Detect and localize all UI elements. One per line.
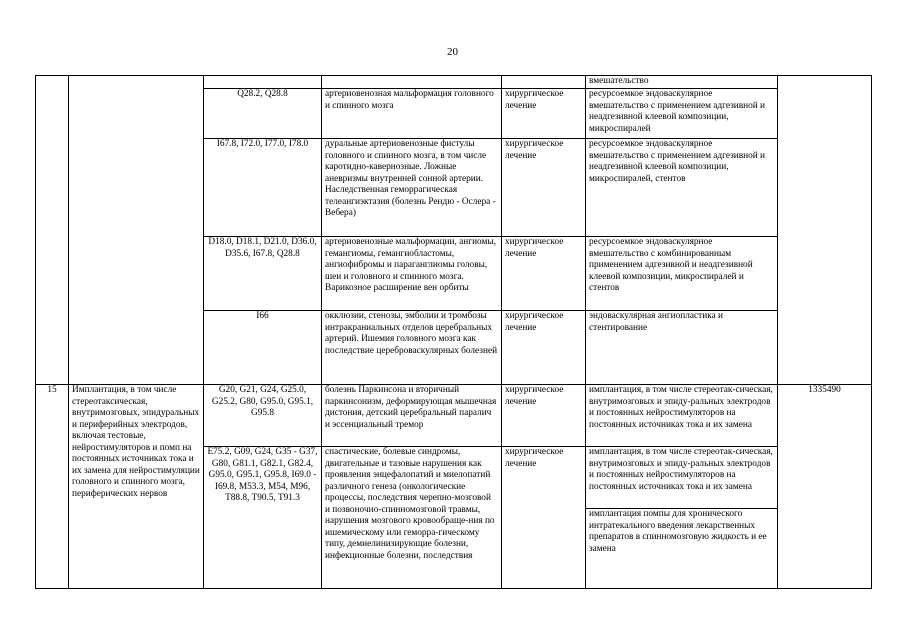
treatment-cell: хирургическое лечение (502, 139, 586, 237)
price-cell-empty (778, 76, 872, 385)
method-cell: ресурсоемкое эндоваскулярное вмешательство с применением адгезивной и неадгезивной клеевой композиции, микроспиралей (586, 89, 778, 139)
method-cell: имплантация, в том числе стереотак-сическая, внутримозговых и эпиду-ральных электродов и постоянных нейростимуляторов на постоянных источниках тока и их замена (586, 447, 778, 509)
table-row-15 (36, 385, 872, 447)
diagnosis-cell (322, 76, 502, 89)
codes-cell: D18.0, D18.1, D21.0, D36.0, D35.6, I67.8, Q28.8 (204, 237, 322, 311)
row-number: 15 (36, 385, 69, 589)
diagnosis-cell: болезнь Паркинсона и вторичный паркинсонизм, деформирующая мышечная дистония, детский церебральный паралич и эссенциальный тремор (322, 385, 502, 447)
treatment-cell: хирургическое лечение (502, 447, 586, 589)
treatment-cell (502, 76, 586, 89)
procedures-table (35, 75, 872, 589)
codes-cell: I66 (204, 311, 322, 385)
codes-cell: G20, G21, G24, G25.0, G25.2, G80, G95.0, G95.1, G95.8 (204, 385, 322, 447)
diagnosis-cell: окклюзии, стенозы, эмболии и тромбозы интракраниальных отделов церебральных артерий. Ишемия головного мозга как последствие цереброваскулярных болезней (322, 311, 502, 385)
method-cell: ресурсоемкое эндоваскулярное вмешательство с комбинированным применением адгезивной и неадгезивной клеевой композиции, микроспиралей и стентов (586, 237, 778, 311)
price-cell: 1335490 (778, 385, 872, 589)
procedure-name: Имплантация, в том числе стереотаксическая, внутримозговых, эпидуральных и периферийных электродов, включая тестовые, нейростимуляторов и помп на постоянных источниках тока и их замена для нейростимуляции головного и спинного мозга, периферических нервов (69, 385, 204, 589)
codes-cell: I67.8, I72.0, I77.0, I78.0 (204, 139, 322, 237)
codes-cell: Q28.2, Q28.8 (204, 89, 322, 139)
diagnosis-cell: артериовенозная мальформация головного и спинного мозга (322, 89, 502, 139)
method-cell: имплантация помпы для хронического интратекального введения лекарственных препаратов в спинномозговую жидкость и ее замена (586, 509, 778, 589)
diagnosis-cell: дуральные артериовенозные фистулы головного и спинного мозга, в том числе каротидно-кавернозные. Ложные аневризмы внутренней сонной артерии. Наследственная геморрагическая телеангиэктазия (болезнь Рендю - Ослера - Вебера) (322, 139, 502, 237)
treatment-cell: хирургическое лечение (502, 385, 586, 447)
name-cell-empty (69, 76, 204, 385)
diagnosis-cell: спастические, болевые синдромы, двигательные и тазовые нарушения как проявления энцефалопатий и миелопатий различного генеза (онкологические процессы, последствия черепно-мозговой и позвоночно-спинномозговой травмы, нарушения мозгового кровообраще-ния по ишемическому или геморра-гическому типу, демиелинизирующие болезни, инфекционные болезни, последствия (322, 447, 502, 589)
number-cell-empty (36, 76, 69, 385)
treatment-cell: хирургическое лечение (502, 311, 586, 385)
table-row (36, 76, 872, 89)
page-number: 20 (447, 46, 458, 58)
treatment-cell: хирургическое лечение (502, 237, 586, 311)
method-cell: ресурсоемкое эндоваскулярное вмешательство с применением адгезивной и неадгезивной клеевой композиции, микроспиралей, стентов (586, 139, 778, 237)
method-cell: имплантация, в том числе стереотак-сическая, внутримозговых и эпиду-ральных электродов и постоянных нейростимуляторов на постоянных источниках тока и их замена (586, 385, 778, 447)
method-cell: вмешательство (586, 76, 778, 89)
method-cell: эндоваскулярная ангиопластика и стентирование (586, 311, 778, 385)
codes-cell (204, 76, 322, 89)
diagnosis-cell: артериовенозные мальформации, ангиомы, гемангиомы, гемангиобластомы, ангиофибромы и параганглиомы головы, шеи и головного и спинного мозга. Варикозное расширение вен орбиты (322, 237, 502, 311)
codes-cell: E75.2, G09, G24, G35 - G37, G80, G81.1, G82.1, G82.4, G95.0, G95.1, G95.8, I69.0 - I69.8, M53.3, M54, M96, T88.8, T90.5, T91.3 (204, 447, 322, 589)
treatment-cell: хирургическое лечение (502, 89, 586, 139)
